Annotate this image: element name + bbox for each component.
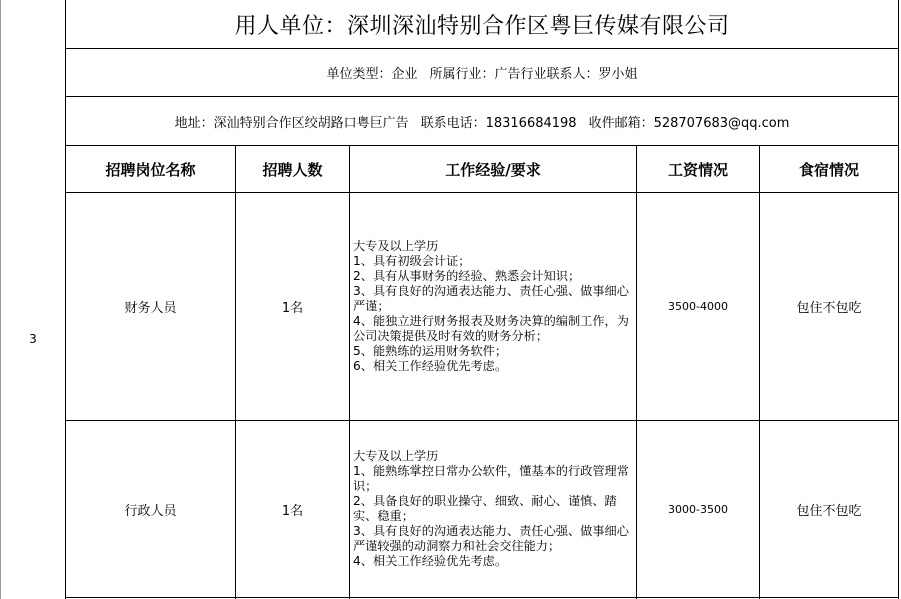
- requirement-line: 2、具备良好的职业操守、细致、耐心、谨慎、踏实、稳重；: [353, 494, 617, 523]
- header-requirements: 工作经验/要求: [445, 160, 541, 179]
- requirement-line: 1、能熟练掌控日常办公软件，懂基本的行政管理常识；: [353, 464, 629, 493]
- requirement-line: 5、能熟练的运用财务软件；: [353, 344, 508, 358]
- row-1-salary: 3500-4000: [668, 300, 728, 313]
- header-housing: 食宿情况: [798, 160, 859, 179]
- requirement-line: 2、具有从事财务的经验、熟悉会计知识；: [353, 269, 581, 283]
- row-1-housing: 包住不包吃: [796, 301, 862, 316]
- address: 地址：深汕特别合作区绞胡路口粤巨广告: [174, 115, 409, 131]
- company-title: 用人单位：深圳深汕特别合作区粤巨传媒有限公司: [234, 13, 730, 39]
- row-2-salary: 3000-3500: [668, 502, 728, 516]
- unit-type: 单位类型：企业: [326, 67, 418, 82]
- row-2-housing: 包住不包吃: [796, 503, 862, 519]
- row-1-requirements: [350, 193, 636, 420]
- unit-info: [66, 49, 898, 96]
- requirement-line: 3、具有良好的沟通表达能力、责任心强、做事细心严谨较强的动洞察力和社会交往能力；: [353, 524, 629, 553]
- row-1-position: 财务人员: [124, 301, 177, 316]
- row-2-position: 行政人员: [124, 503, 177, 519]
- grid-line: [65, 597, 899, 598]
- requirement-line: 1、具有初级会计证；: [353, 254, 471, 268]
- grid-line: [898, 0, 899, 599]
- requirement-line: 6、相关工作经验优先考虑。: [353, 359, 508, 373]
- requirement-line: 大专及以上学历: [353, 239, 439, 253]
- requirement-line: 4、相关工作经验优先考虑。: [353, 554, 508, 568]
- requirement-line: 4、能独立进行财务报表及财务决算的编制工作，为公司决策提供及时有效的财务分析；: [353, 314, 629, 343]
- header-salary: 工资情况: [667, 160, 728, 179]
- row-2-count: 1名: [281, 503, 304, 519]
- requirement-line: 大专及以上学历: [353, 449, 439, 463]
- email: 收件邮箱：528707683@qq.com: [588, 115, 790, 131]
- sequence-number: 3: [29, 332, 37, 346]
- industry-contact: 所属行业：广告行业联系人：罗小姐: [429, 67, 638, 82]
- address-line: [66, 97, 898, 145]
- requirement-line: 3、具有良好的沟通表达能力、责任心强、做事细心严谨；: [353, 284, 629, 313]
- header-position: 招聘岗位名称: [105, 160, 196, 179]
- header-count: 招聘人数: [262, 160, 323, 179]
- phone: 联系电话：18316684198: [420, 115, 577, 131]
- row-1-count: 1名: [281, 301, 304, 316]
- row-2-requirements: [350, 421, 636, 597]
